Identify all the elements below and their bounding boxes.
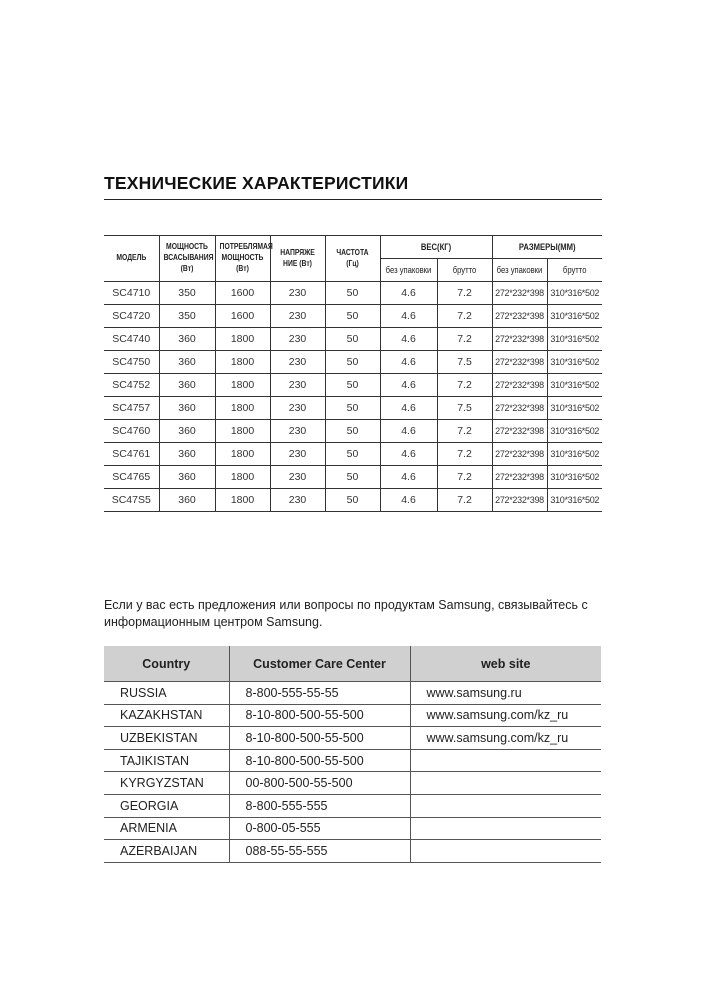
table-row — [104, 305, 602, 328]
cell-suction-power: 360 — [159, 420, 215, 443]
cell-weight-net: 4.6 — [380, 305, 437, 328]
table-row — [104, 817, 601, 840]
cell-web-site — [410, 772, 601, 795]
cell-frequency: 50 — [325, 328, 380, 351]
cell-dim-gross: 310*316*502 — [547, 420, 602, 443]
cell-country: ARMENIA — [104, 817, 229, 840]
cell-suction-power: 360 — [159, 351, 215, 374]
cell-phone: 088-55-55-555 — [229, 840, 410, 863]
header-weight-gross: брутто — [441, 259, 488, 282]
cell-power-consumption: 1800 — [215, 328, 270, 351]
cell-dim-net: 272*232*398 — [492, 420, 547, 443]
header-web-site: web site — [410, 646, 601, 682]
cell-web-site — [410, 794, 601, 817]
cell-dim-net: 272*232*398 — [492, 282, 547, 305]
cell-dim-gross: 310*316*502 — [547, 397, 602, 420]
cell-phone: 00-800-500-55-500 — [229, 772, 410, 795]
cell-weight-net: 4.6 — [380, 420, 437, 443]
cell-power-consumption: 1600 — [215, 305, 270, 328]
cell-suction-power: 360 — [159, 489, 215, 512]
cell-country: AZERBAIJAN — [104, 840, 229, 863]
cell-weight-gross: 7.2 — [437, 374, 492, 397]
cell-dim-net: 272*232*398 — [492, 443, 547, 466]
cell-suction-power: 360 — [159, 397, 215, 420]
cell-dim-net: 272*232*398 — [492, 328, 547, 351]
contact-paragraph: Если у вас есть предложения или вопросы по продуктам Samsung, связывайтесь с информационным центром Samsung. — [104, 598, 588, 629]
cell-weight-gross: 7.2 — [437, 282, 492, 305]
cell-weight-net: 4.6 — [380, 282, 437, 305]
table-row — [104, 374, 602, 397]
cell-power-consumption: 1800 — [215, 351, 270, 374]
cell-suction-power: 360 — [159, 328, 215, 351]
cell-model: SC47S5 — [104, 489, 159, 512]
cell-suction-power: 360 — [159, 443, 215, 466]
table-row — [104, 772, 601, 795]
cell-dim-net: 272*232*398 — [492, 397, 547, 420]
header-frequency: ЧАСТОТА (Гц) — [329, 236, 376, 282]
table-row — [104, 794, 601, 817]
cell-dim-gross: 310*316*502 — [547, 328, 602, 351]
cell-weight-net: 4.6 — [380, 374, 437, 397]
cell-frequency: 50 — [325, 489, 380, 512]
cell-voltage: 230 — [270, 420, 325, 443]
header-dim-gross: брутто — [551, 259, 598, 282]
cell-frequency: 50 — [325, 443, 380, 466]
header-country: Country — [104, 646, 229, 682]
cell-weight-gross: 7.2 — [437, 328, 492, 351]
cell-web-site: www.samsung.com/kz_ru — [410, 727, 601, 750]
table-row — [104, 749, 601, 772]
cell-dim-net: 272*232*398 — [492, 305, 547, 328]
cell-weight-gross: 7.2 — [437, 305, 492, 328]
cell-frequency: 50 — [325, 305, 380, 328]
cell-weight-gross: 7.2 — [437, 420, 492, 443]
cell-web-site: www.samsung.ru — [410, 682, 601, 705]
cell-power-consumption: 1800 — [215, 489, 270, 512]
cell-voltage: 230 — [270, 397, 325, 420]
table-row — [104, 704, 601, 727]
cell-model: SC4752 — [104, 374, 159, 397]
cell-model: SC4757 — [104, 397, 159, 420]
cell-voltage: 230 — [270, 374, 325, 397]
cell-dim-gross: 310*316*502 — [547, 466, 602, 489]
cell-country: KAZAKHSTAN — [104, 704, 229, 727]
cell-voltage: 230 — [270, 328, 325, 351]
table-row — [104, 682, 601, 705]
cell-weight-gross: 7.5 — [437, 351, 492, 374]
cell-dim-gross: 310*316*502 — [547, 489, 602, 512]
cell-phone: 8-800-555-555 — [229, 794, 410, 817]
cell-weight-gross: 7.2 — [437, 466, 492, 489]
cell-power-consumption: 1800 — [215, 374, 270, 397]
customer-care-table — [104, 646, 601, 863]
cell-weight-net: 4.6 — [380, 351, 437, 374]
cell-phone: 0-800-05-555 — [229, 817, 410, 840]
cell-web-site: www.samsung.com/kz_ru — [410, 704, 601, 727]
cell-country: RUSSIA — [104, 682, 229, 705]
cell-frequency: 50 — [325, 397, 380, 420]
cell-suction-power: 350 — [159, 282, 215, 305]
cell-weight-gross: 7.2 — [437, 489, 492, 512]
cell-dim-gross: 310*316*502 — [547, 282, 602, 305]
table-row — [104, 840, 601, 863]
cell-country: TAJIKISTAN — [104, 749, 229, 772]
cell-weight-net: 4.6 — [380, 328, 437, 351]
cell-dim-net: 272*232*398 — [492, 466, 547, 489]
table-row — [104, 466, 602, 489]
header-voltage: НАПРЯЖЕ НИЕ (Вт) — [274, 236, 321, 282]
cell-phone: 8-10-800-500-55-500 — [229, 749, 410, 772]
cell-model: SC4740 — [104, 328, 159, 351]
cell-weight-net: 4.6 — [380, 466, 437, 489]
cell-dim-net: 272*232*398 — [492, 351, 547, 374]
cell-frequency: 50 — [325, 420, 380, 443]
header-power-consumption: ПОТРЕБЛЯМАЯ МОЩНОСТЬ (Вт) — [219, 236, 266, 282]
cell-frequency: 50 — [325, 282, 380, 305]
cell-frequency: 50 — [325, 374, 380, 397]
cell-frequency: 50 — [325, 466, 380, 489]
cell-power-consumption: 1800 — [215, 443, 270, 466]
header-weight: ВЕС(КГ) — [388, 236, 483, 259]
cell-voltage: 230 — [270, 466, 325, 489]
cell-dim-gross: 310*316*502 — [547, 351, 602, 374]
cell-dim-gross: 310*316*502 — [547, 374, 602, 397]
header-suction-power: МОЩНОСТЬ ВСАСЫВАНИЯ (Вт) — [163, 236, 211, 282]
cell-country: GEORGIA — [104, 794, 229, 817]
cell-model: SC4720 — [104, 305, 159, 328]
header-dim-net: без упаковки — [496, 259, 543, 282]
cell-country: KYRGYZSTAN — [104, 772, 229, 795]
cell-phone: 8-800-555-55-55 — [229, 682, 410, 705]
cell-dim-net: 272*232*398 — [492, 489, 547, 512]
table-row — [104, 443, 602, 466]
cell-power-consumption: 1600 — [215, 282, 270, 305]
cell-web-site — [410, 840, 601, 863]
cell-weight-net: 4.6 — [380, 443, 437, 466]
table-row — [104, 282, 602, 305]
cell-power-consumption: 1800 — [215, 397, 270, 420]
specifications-table — [104, 235, 602, 512]
cell-weight-gross: 7.5 — [437, 397, 492, 420]
table-row — [104, 328, 602, 351]
cell-phone: 8-10-800-500-55-500 — [229, 704, 410, 727]
cell-weight-net: 4.6 — [380, 397, 437, 420]
cell-power-consumption: 1800 — [215, 420, 270, 443]
cell-voltage: 230 — [270, 489, 325, 512]
header-dimensions: РАЗМЕРЫ(ММ) — [500, 236, 594, 259]
cell-weight-gross: 7.2 — [437, 443, 492, 466]
cell-suction-power: 360 — [159, 374, 215, 397]
cell-suction-power: 360 — [159, 466, 215, 489]
cell-model: SC4710 — [104, 282, 159, 305]
cell-model: SC4765 — [104, 466, 159, 489]
cell-web-site — [410, 749, 601, 772]
cell-voltage: 230 — [270, 351, 325, 374]
table-row — [104, 351, 602, 374]
cell-dim-gross: 310*316*502 — [547, 305, 602, 328]
cell-power-consumption: 1800 — [215, 466, 270, 489]
cell-phone: 8-10-800-500-55-500 — [229, 727, 410, 750]
title-underline — [104, 199, 602, 200]
cell-dim-gross: 310*316*502 — [547, 443, 602, 466]
cell-model: SC4761 — [104, 443, 159, 466]
cell-voltage: 230 — [270, 282, 325, 305]
table-row — [104, 420, 602, 443]
table-row — [104, 397, 602, 420]
cell-suction-power: 350 — [159, 305, 215, 328]
cell-frequency: 50 — [325, 351, 380, 374]
cell-country: UZBEKISTAN — [104, 727, 229, 750]
table-row — [104, 489, 602, 512]
header-care-center: Customer Care Center — [229, 646, 410, 682]
cell-model: SC4760 — [104, 420, 159, 443]
cell-voltage: 230 — [270, 305, 325, 328]
header-weight-net: без упаковки — [384, 259, 432, 282]
cell-weight-net: 4.6 — [380, 489, 437, 512]
cell-dim-net: 272*232*398 — [492, 374, 547, 397]
cell-web-site — [410, 817, 601, 840]
page-title: ТЕХНИЧЕСКИЕ ХАРАКТЕРИСТИКИ — [104, 173, 409, 193]
header-model: МОДЕЛЬ — [108, 236, 155, 282]
table-row — [104, 727, 601, 750]
cell-model: SC4750 — [104, 351, 159, 374]
cell-voltage: 230 — [270, 443, 325, 466]
